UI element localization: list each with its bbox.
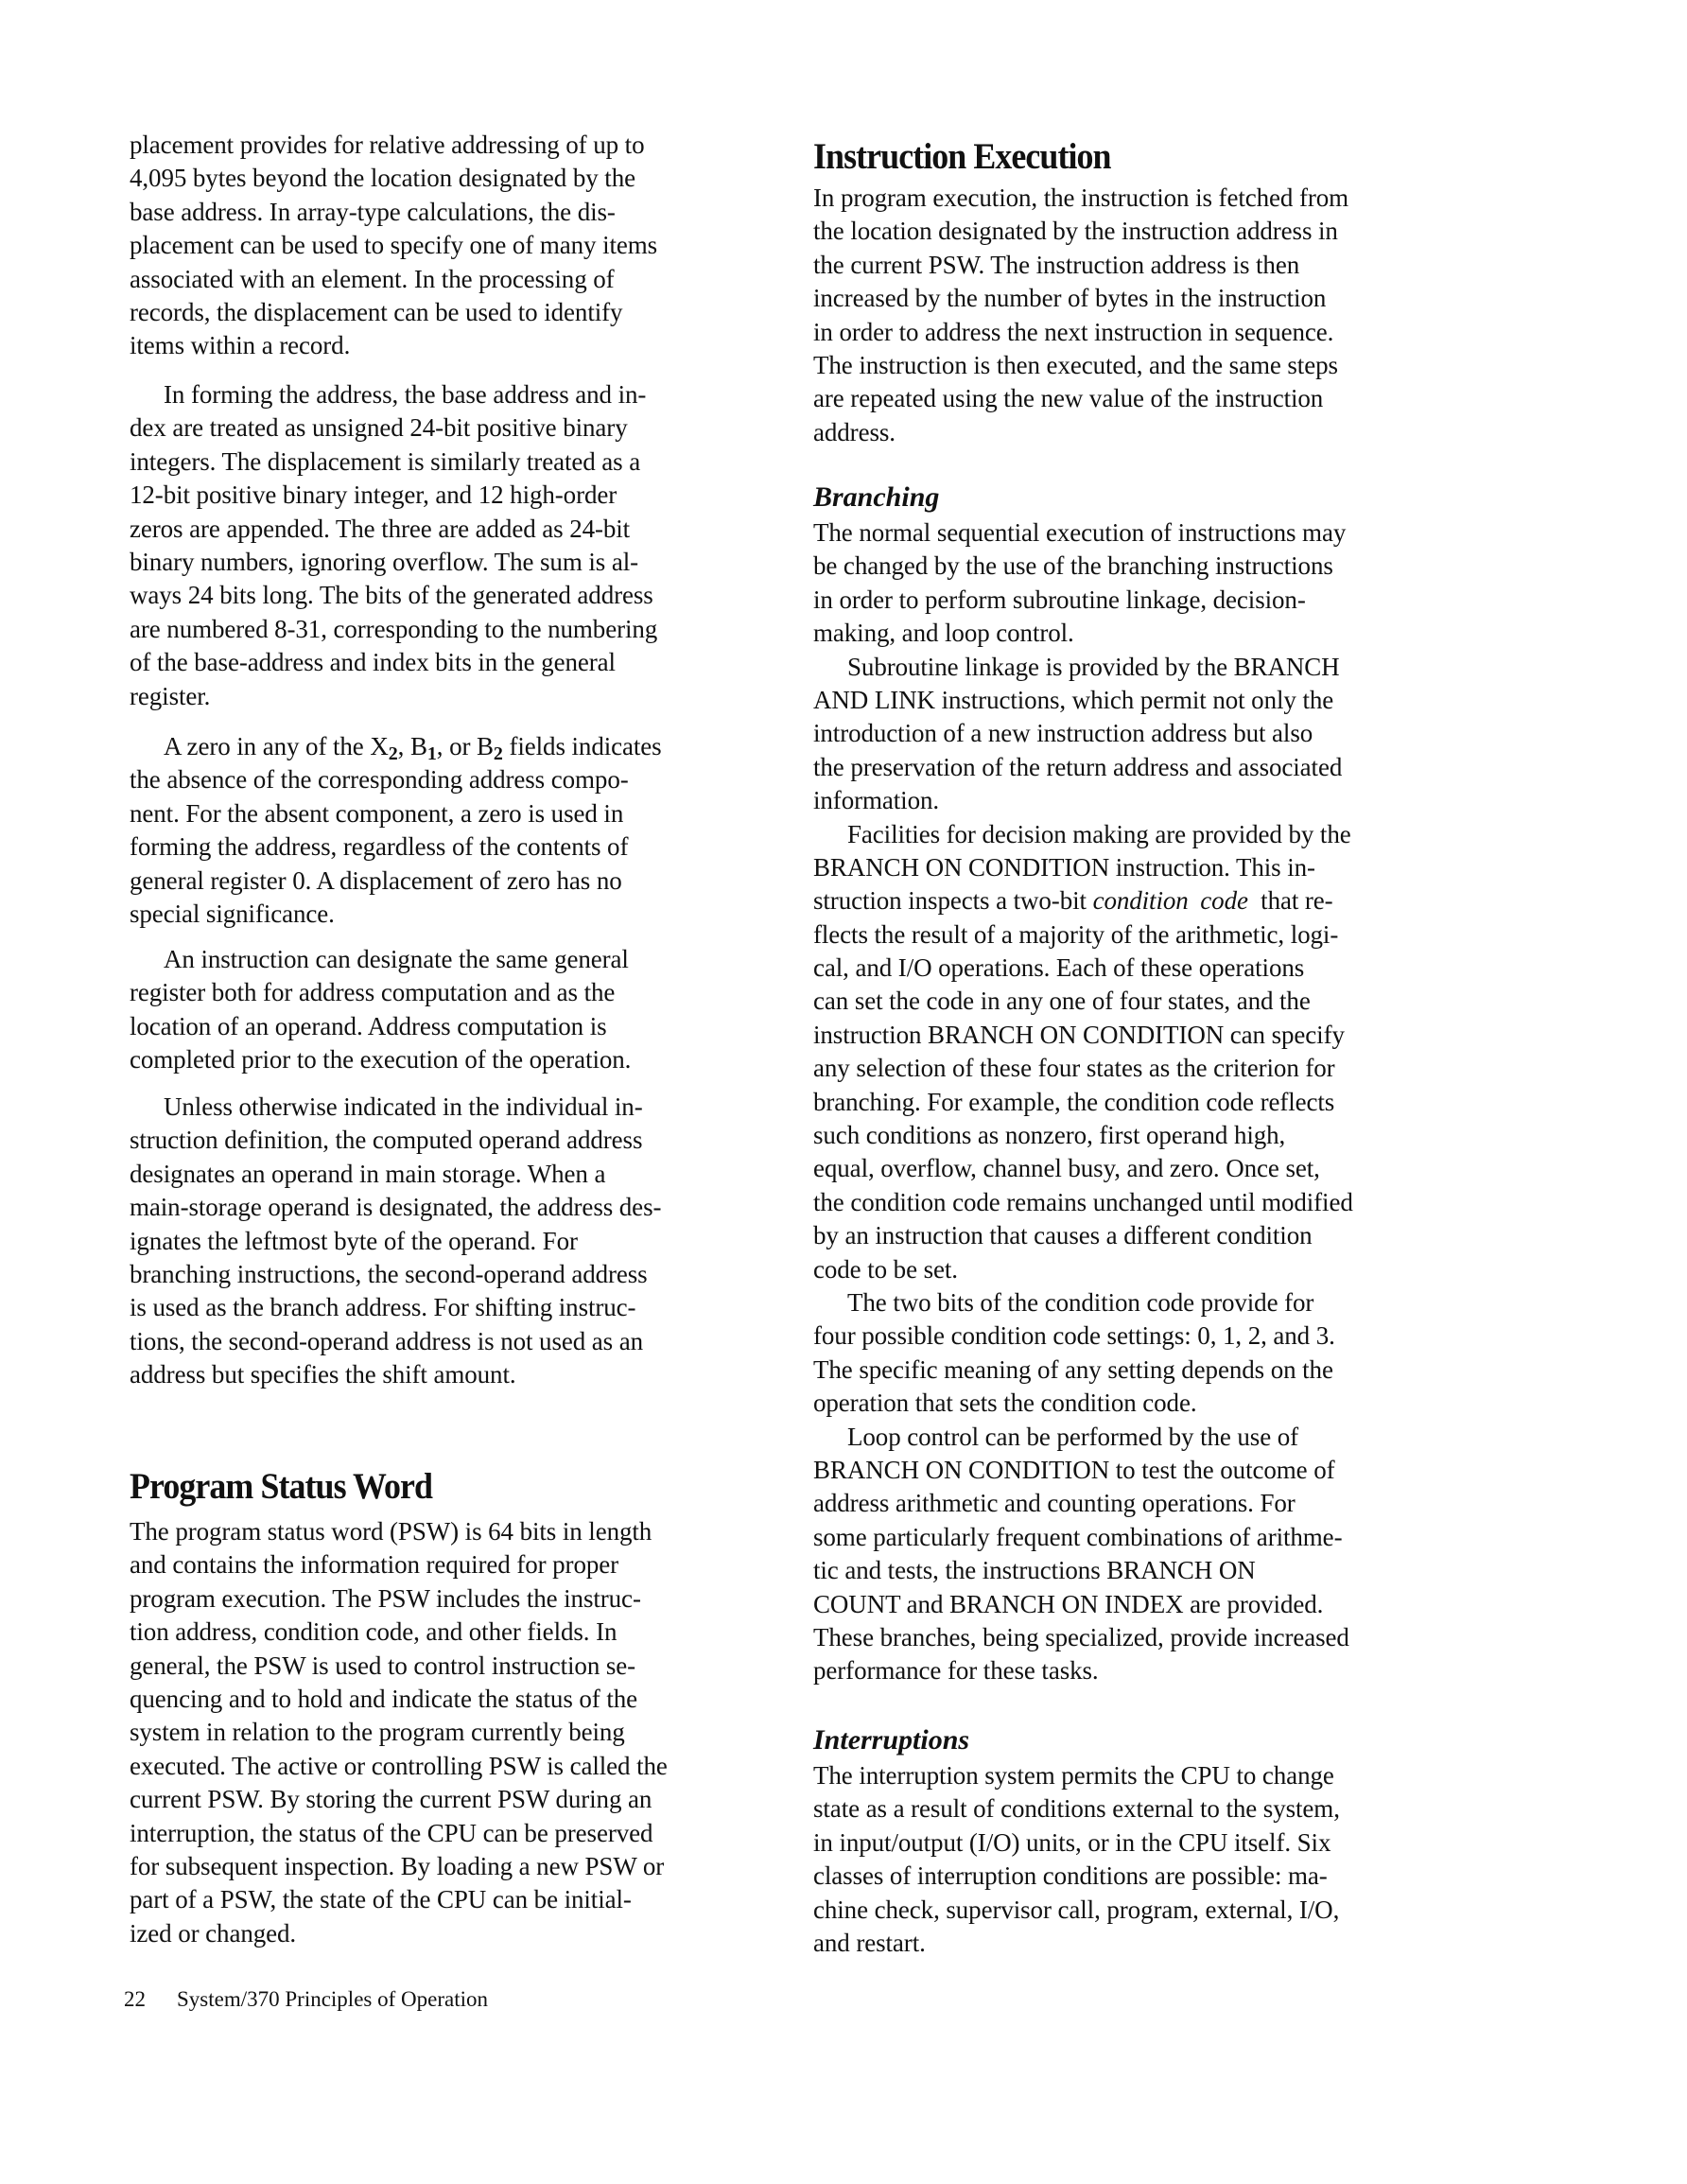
text-line: in input/output (I/O) units, or in the CPU itself. Six (813, 1827, 1331, 1857)
paragraph-same-register (130, 943, 631, 1077)
text-line: Facilities for decision making are provided by the (847, 819, 1351, 848)
paragraph-operand-address (130, 1091, 661, 1392)
text-fragment: , B (397, 732, 427, 760)
text-fragment: that re- (1247, 886, 1333, 916)
text-line: associated with an element. In the processing of (130, 264, 615, 293)
text-line: An instruction can designate the same general (164, 945, 629, 973)
text-line: of the base-address and index bits in the general (130, 648, 616, 677)
paragraph-zero-fields (130, 730, 662, 931)
text-line: increased by the number of bytes in the instruction (813, 284, 1327, 313)
text-fragment: fields indicates (502, 732, 662, 760)
text-line: register. (130, 681, 211, 710)
text-line: can set the code in any one of four states, and the (813, 987, 1311, 1016)
page-footer (124, 1986, 488, 2013)
paragraph-forming-address (130, 378, 657, 713)
subscript: 2 (388, 743, 398, 764)
text-line: for subsequent inspection. By loading a new PSW or (130, 1851, 665, 1880)
text-line: information. (813, 786, 940, 815)
paragraph-branching-intro (813, 516, 1353, 1688)
text-line: The instruction is then executed, and the same steps (813, 350, 1338, 379)
text-line: In program execution, the instruction is fetched from (813, 183, 1349, 212)
text-line: the current PSW. The instruction address is then (813, 250, 1300, 279)
text-line: items within a record. (130, 331, 351, 360)
text-line: placement can be used to specify one of many items (130, 231, 658, 260)
text-line: ignates the leftmost byte of the operand. For (130, 1226, 578, 1255)
text-fragment: struction inspects a two-bit (813, 886, 1093, 916)
text-line: BRANCH ON CONDITION instruction. This in- (813, 852, 1315, 882)
text-line: integers. The displacement is similarly treated as a (130, 446, 641, 476)
text-line: in order to address the next instruction in sequence. (813, 317, 1334, 346)
text-line: struction definition, the computed operand address (130, 1126, 643, 1155)
text-line: the absence of the corresponding address compo- (130, 765, 629, 795)
subheading-interruptions: Interruptions (813, 1724, 970, 1756)
text-line: are numbered 8-31, corresponding to the numbering (130, 614, 658, 643)
text-line: 12-bit positive binary integer, and 12 high-order (130, 480, 617, 510)
paragraph-displacement-addressing (130, 129, 657, 363)
text-line: address arithmetic and counting operations. For (813, 1489, 1296, 1518)
text-line: some particularly frequent combinations of arithme- (813, 1522, 1343, 1551)
emphasized-term: condition code (1092, 886, 1248, 916)
text-line: by an instruction that causes a different condition (813, 1221, 1313, 1250)
text-line: program execution. The PSW includes the instruc- (130, 1583, 641, 1613)
text-line: in order to perform subroutine linkage, decision- (813, 585, 1306, 614)
text-line: the preservation of the return address and associated (813, 752, 1343, 781)
text-line: four possible condition code settings: 0, 1, 2, and 3. (813, 1321, 1335, 1351)
document-title: System/370 Principles of Operation (177, 1987, 488, 2011)
text-line: classes of interruption conditions are possible: ma- (813, 1861, 1328, 1891)
text-line: code to be set. (813, 1254, 958, 1284)
text-line: introduction of a new instruction address but also (813, 719, 1313, 748)
text-line: any selection of these four states as the criterion for (813, 1054, 1335, 1083)
text-line: Loop control can be performed by the use of (847, 1422, 1299, 1451)
text-line: flects the result of a majority of the arithmetic, logi- (813, 919, 1339, 949)
text-line: dex are treated as unsigned 24-bit positive binary (130, 413, 628, 443)
text-line: AND LINK instructions, which permit not only the (813, 685, 1334, 714)
text-line: are repeated using the new value of the instruction (813, 384, 1324, 413)
text-line: Unless otherwise indicated in the individual in- (164, 1092, 643, 1121)
text-line: base address. In array-type calculations, the dis- (130, 197, 616, 226)
text-line: such conditions as nonzero, first operand high, (813, 1121, 1286, 1150)
text-line (813, 884, 1353, 917)
text-line: chine check, supervisor call, program, external, I/O, (813, 1895, 1340, 1924)
text-line: forming the address, regardless of the contents of (130, 832, 629, 862)
text-line: main-storage operand is designated, the address des- (130, 1193, 662, 1222)
text-line: location of an operand. Address computation is (130, 1011, 607, 1040)
text-line: binary numbers, ignoring overflow. The sum is al- (130, 547, 639, 576)
text-line: BRANCH ON CONDITION to test the outcome of (813, 1455, 1335, 1484)
text-line: The interruption system permits the CPU to change (813, 1761, 1334, 1790)
paragraph-instruction-execution (813, 182, 1348, 449)
text-line: address but specifies the shift amount. (130, 1360, 516, 1389)
text-line: placement provides for relative addressing of up to (130, 131, 645, 159)
text-line: designates an operand in main storage. When a (130, 1159, 606, 1188)
section-heading-program-status-word: Program Status Word (130, 1466, 433, 1507)
text-line: operation that sets the condition code. (813, 1389, 1197, 1418)
text-line: ways 24 bits long. The bits of the generated address (130, 581, 653, 610)
text-line: These branches, being specialized, provide increased (813, 1622, 1349, 1651)
text-fragment: A zero in any of the X (164, 732, 389, 760)
text-line: the location designated by the instruction address in (813, 217, 1338, 246)
text-line: tic and tests, the instructions BRANCH ON (813, 1556, 1256, 1585)
text-line: interruption, the status of the CPU can be preserved (130, 1818, 653, 1847)
subscript: 2 (493, 743, 503, 764)
text-line: and contains the information required for proper (130, 1550, 619, 1580)
text-line: branching. For example, the condition code reflects (813, 1087, 1335, 1116)
text-line: equal, overflow, channel busy, and zero. Once set, (813, 1154, 1320, 1183)
text-line: is used as the branch address. For shifting instruc- (130, 1293, 636, 1322)
text-line: Subroutine linkage is provided by the BRANCH (847, 652, 1340, 681)
text-line: register both for address computation and as the (130, 978, 616, 1007)
text-line: zeros are appended. The three are added as 24-bit (130, 514, 631, 543)
text-line: tions, the second-operand address is not used as an (130, 1326, 644, 1355)
text-line: performance for these tasks. (813, 1656, 1099, 1686)
text-line: current PSW. By storing the current PSW during an (130, 1785, 652, 1814)
text-line: COUNT and BRANCH ON INDEX are provided. (813, 1589, 1324, 1618)
text-line: nent. For the absent component, a zero is used in (130, 798, 624, 828)
text-line: records, the displacement can be used to identify (130, 297, 623, 326)
text-line: special significance. (130, 899, 335, 928)
text-line: cal, and I/O operations. Each of these operations (813, 953, 1305, 983)
paragraph-psw (130, 1515, 668, 1950)
text-line: executed. The active or controlling PSW is called the (130, 1751, 668, 1780)
text-line: address. (813, 417, 896, 446)
text-line (130, 730, 662, 763)
text-fragment: , or B (436, 732, 494, 760)
subscript: 1 (426, 743, 437, 764)
text-line: general register 0. A displacement of zero has no (130, 865, 622, 895)
text-line: and restart. (813, 1928, 926, 1957)
text-line: the condition code remains unchanged until modified (813, 1187, 1353, 1216)
text-line: tion address, condition code, and other fields. In (130, 1617, 617, 1647)
text-line: be changed by the use of the branching instructions (813, 551, 1333, 581)
text-line: 4,095 bytes beyond the location designated by the (130, 164, 635, 193)
text-line: making, and loop control. (813, 619, 1074, 648)
text-line: part of a PSW, the state of the CPU can be initial- (130, 1885, 632, 1914)
section-heading-instruction-execution: Instruction Execution (813, 136, 1111, 177)
subheading-branching: Branching (813, 481, 940, 513)
text-line: general, the PSW is used to control instruction se- (130, 1651, 636, 1680)
text-line: branching instructions, the second-operand address (130, 1259, 648, 1288)
text-line: The specific meaning of any setting depends on the (813, 1354, 1333, 1384)
text-line: ized or changed. (130, 1918, 297, 1948)
text-line: state as a result of conditions external to the system, (813, 1794, 1340, 1824)
text-line: The two bits of the condition code provide for (847, 1287, 1314, 1317)
text-line: In forming the address, the base address and in- (164, 380, 647, 409)
paragraph-interruptions (813, 1759, 1340, 1960)
text-line: completed prior to the execution of the operation. (130, 1045, 632, 1075)
text-line: system in relation to the program currently being (130, 1718, 625, 1747)
text-line: quencing and to hold and indicate the status of the (130, 1684, 638, 1713)
page-number: 22 (124, 1987, 146, 2011)
text-line: The program status word (PSW) is 64 bits in length (130, 1517, 652, 1546)
text-line: The normal sequential execution of instructions may (813, 518, 1347, 547)
text-line: instruction BRANCH ON CONDITION can specify (813, 1020, 1345, 1049)
